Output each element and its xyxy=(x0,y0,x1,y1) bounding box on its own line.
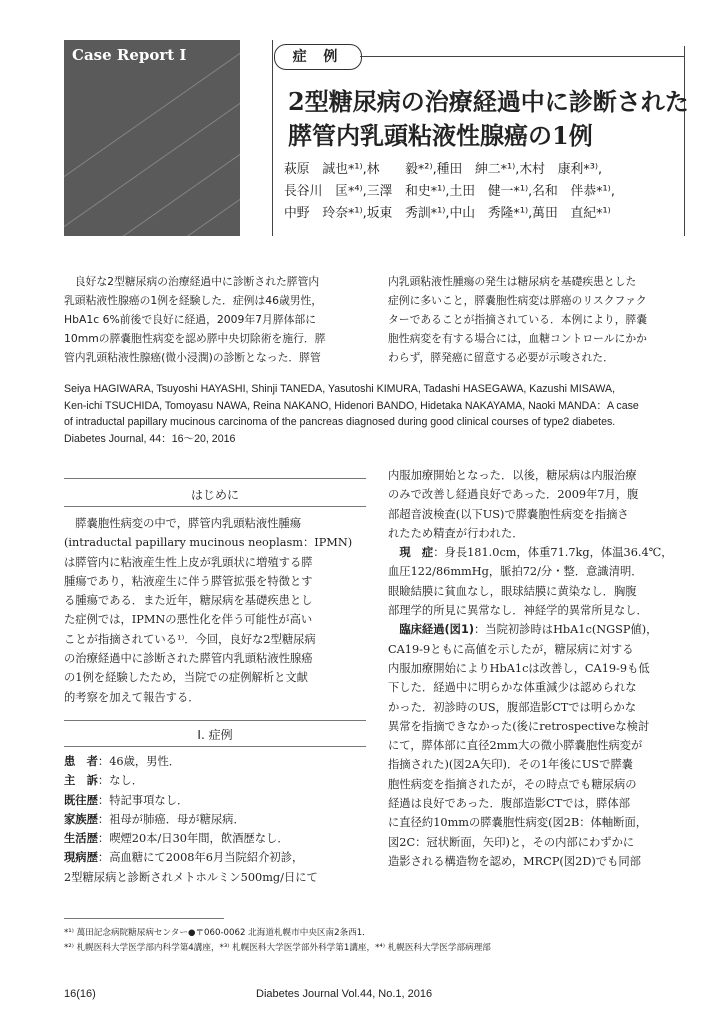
text-line: 異常を指摘できなかった(後にretrospectiveな検討 xyxy=(388,719,650,733)
field-row xyxy=(388,543,673,562)
abstract-line: 管内乳頭粘液性腺癌(微小浸潤)の診断となった．膵管 xyxy=(64,351,321,364)
abstract-line: 内乳頭粘液性腫瘍の発生は糖尿病を基礎疾患とした xyxy=(388,275,637,288)
text-line: 内服加療開始となった．以後，糖尿病は内服治療 xyxy=(388,469,637,482)
field-row xyxy=(388,620,673,639)
field-key: 臨床経過(図1) xyxy=(399,623,474,637)
abstract-right xyxy=(388,272,647,367)
footnotes xyxy=(64,926,491,956)
footnote: *¹⁾ 萬田記念病院糖尿病センター●〒060-0062 北海道札幌市中央区南2条西1． xyxy=(64,928,371,938)
text-line: る腫瘍である．また近年，糖尿病を基礎疾患とし xyxy=(64,594,313,608)
citation-line: Diabetes Journal, 44：16〜20, 2016 xyxy=(64,432,236,445)
field-key: 主 訴 xyxy=(64,774,98,788)
header-top-rule xyxy=(360,56,685,57)
field-key: 家族歴 xyxy=(64,812,98,826)
field-key: 患 者 xyxy=(64,755,98,768)
text-line: 的考察を加えて報告する． xyxy=(64,690,200,704)
field-value: ：特記事項なし． xyxy=(97,793,189,807)
text-line: れたため精査が行われた． xyxy=(388,526,524,540)
field-key: 現 症 xyxy=(399,546,434,560)
footnote: *²⁾ 札幌医科大学医学部内科学第4講座，*³⁾ 札幌医科大学医学部外科学第1講座，*⁴⁾ 札幌医科大学医学部病理部 xyxy=(64,943,491,953)
field-key: 現病歴 xyxy=(64,851,98,865)
case-rule-top xyxy=(64,720,366,721)
text-line: ことが指摘されている¹⁾．今回，良好な2型糖尿病 xyxy=(64,632,316,646)
text-line: かった．初診時のUS，腹部造影CTでは明らかな xyxy=(388,700,637,714)
intro-text xyxy=(64,514,352,707)
field-row xyxy=(64,810,318,829)
authors-line1: 萩原 誠也*¹⁾,林 毅*²⁾,種田 紳二*¹⁾,木村 康利*³⁾, xyxy=(284,162,603,177)
abstract-line: 良好な2型糖尿病の治療経過中に診断された膵管内 xyxy=(64,275,320,288)
text-line: 部超音波検査(以下US)で膵嚢胞性病変を指摘さ xyxy=(388,507,629,521)
intro-rule-top xyxy=(64,478,366,479)
field-key: 生活歴 xyxy=(64,832,98,846)
text-line: (intraductal papillary mucinous neoplasm：IPMN) xyxy=(64,536,353,550)
field-row xyxy=(64,791,318,810)
text-line: 膵嚢胞性病変の中で，膵管内乳頭粘液性腫瘍 xyxy=(64,517,302,530)
field-value: ：身長181.0cm，体重71.7kg，体温36.4℃， xyxy=(433,546,673,560)
citation-line: of intraductal papillary mucinous carcinoma of the pancreas diagnosed during good clinical courses of type2 diabetes. xyxy=(64,416,616,428)
case-rule-bottom xyxy=(64,746,366,747)
text-line: は膵管内に粘液産生性上皮が乳頭状に増殖する膵 xyxy=(64,555,313,569)
article-title-line1: 2型糖尿病の治療経過中に診断された xyxy=(288,87,689,116)
field-value: ：当院初診時はHbA1c(NGSP値)， xyxy=(473,623,658,637)
header-right-rule xyxy=(684,46,685,236)
text-line: 腫瘍であり，粘液産生に伴う膵管拡張を特徴とす xyxy=(64,574,313,588)
text-line: 血圧122/86mmHg，脈拍72/分・整．意識清明． xyxy=(388,565,643,579)
right-column-text xyxy=(388,466,673,871)
field-key: 既往歴 xyxy=(64,793,98,807)
text-line: CA19-9ともに高値を示したが，糖尿病に対する xyxy=(388,642,634,656)
intro-heading: はじめに xyxy=(190,488,239,502)
abstract-line: 症例に多いこと，膵嚢胞性病変は膵癌のリスクファク xyxy=(388,294,647,307)
text-line: 経過は良好であった．腹部造影CTでは，膵体部 xyxy=(388,797,631,811)
text-line: の1例を経験したため，当院での症例解析と文献 xyxy=(64,671,308,685)
authors-line2: 長谷川 匡*⁴⁾,三澤 和史*¹⁾,土田 健一*¹⁾,名和 伴恭*¹⁾, xyxy=(284,184,615,199)
field-row xyxy=(64,752,318,771)
case-report-banner xyxy=(64,40,240,236)
field-value: ：46歳，男性． xyxy=(97,755,181,768)
journal-name: Diabetes Journal Vol.44, No.1, 2016 xyxy=(256,988,433,1000)
text-line: 胞性病変を指摘されたが，その時点でも糖尿病の xyxy=(388,777,637,791)
category-tag: 症 例 xyxy=(274,44,362,70)
abstract-line: 10mmの膵嚢胞性病変を認め膵中央切除術を施行．膵 xyxy=(64,332,326,345)
abstract-left xyxy=(64,272,326,367)
abstract-line: ターであることが指摘されている．本例により，膵嚢 xyxy=(388,313,648,326)
field-value: ：高血糖にて2008年6月当院紹介初診， xyxy=(97,851,304,865)
abstract-line: 乳頭粘液性腺癌の1例を経験した．症例は46歳男性， xyxy=(64,294,323,307)
abstract-line: 胞性病変を有する場合には，血糖コントロールにかか xyxy=(388,332,647,345)
field-row xyxy=(64,829,318,848)
text-line: 内服加療開始によりHbA1cは改善し，CA19-9も低 xyxy=(388,661,650,675)
field-value: ：祖母が肺癌．母が糖尿病． xyxy=(97,812,245,826)
text-line: にて，膵体部に直径2mm大の微小膵嚢胞性病変が xyxy=(388,739,643,753)
field-value: ：なし． xyxy=(97,774,144,788)
field-value: ：喫煙20本/日30年間，飲酒歴なし． xyxy=(97,832,289,846)
text-line: 下した．経過中に明らかな体重減少は認められな xyxy=(388,681,637,695)
text-line: のみで改善し経過良好であった．2009年7月，腹 xyxy=(388,488,639,502)
english-citation xyxy=(64,381,639,447)
page-number: 16(16) xyxy=(64,988,96,1000)
article-title-line2: 膵管内乳頭粘液性腺癌の1例 xyxy=(288,121,593,150)
citation-line: Seiya HAGIWARA, Tsuyoshi HAYASHI, Shinji TANEDA, Yasutoshi KIMURA, Tadashi HASEGAWA, Kazushi MISAWA, xyxy=(64,383,616,395)
text-line: 部理学的所見に異常なし．神経学的異常所見なし． xyxy=(388,604,648,618)
case-fields xyxy=(64,752,318,887)
text-line: に直径約10mmの膵嚢胞性病変(図2B：体軸断面， xyxy=(388,816,648,830)
abstract-line: HbA1c 6%前後で良好に経過，2009年7月膵体部に xyxy=(64,313,317,326)
authors-line3: 中野 玲奈*¹⁾,坂東 秀訓*¹⁾,中山 秀隆*¹⁾,萬田 直紀*¹⁾ xyxy=(284,206,611,221)
text-line: の治療経過中に診断された膵管内乳頭粘液性腺癌 xyxy=(64,652,313,666)
text-line: 造影される構造物を認め，MRCP(図2D)でも同部 xyxy=(388,854,641,868)
abstract-line: わらず，膵発癌に留意する必要が示唆された． xyxy=(388,351,614,364)
text-line: 眼瞼結膜に貧血なし，眼球結膜に黄染なし．胸腹 xyxy=(388,584,637,598)
field-row xyxy=(64,771,318,790)
text-line: 2型糖尿病と診断されメトホルミン500mg/日にて xyxy=(64,870,318,884)
case-report-label: Case Report I xyxy=(72,46,187,64)
text-line: 図2C：冠状断面，矢印)と，その内部にわずかに xyxy=(388,835,635,849)
citation-line: Ken-ichi TSUCHIDA, Tomoyasu NAWA, Reina NAKANO, Hidenori BANDO, Hidetaka NAKAYAMA, Naoki MANDA：A case xyxy=(64,399,639,412)
footnote-rule xyxy=(64,918,224,919)
header-divider xyxy=(272,40,273,236)
text-line: た症例では，IPMNの悪性化を伴う可能性が高い xyxy=(64,613,313,627)
intro-rule-bottom xyxy=(64,506,366,507)
field-row xyxy=(64,848,318,867)
text-line: 指摘された)(図2A矢印)．その1年後にUSで膵嚢 xyxy=(388,758,634,772)
case-heading: I. 症例 xyxy=(197,728,233,742)
